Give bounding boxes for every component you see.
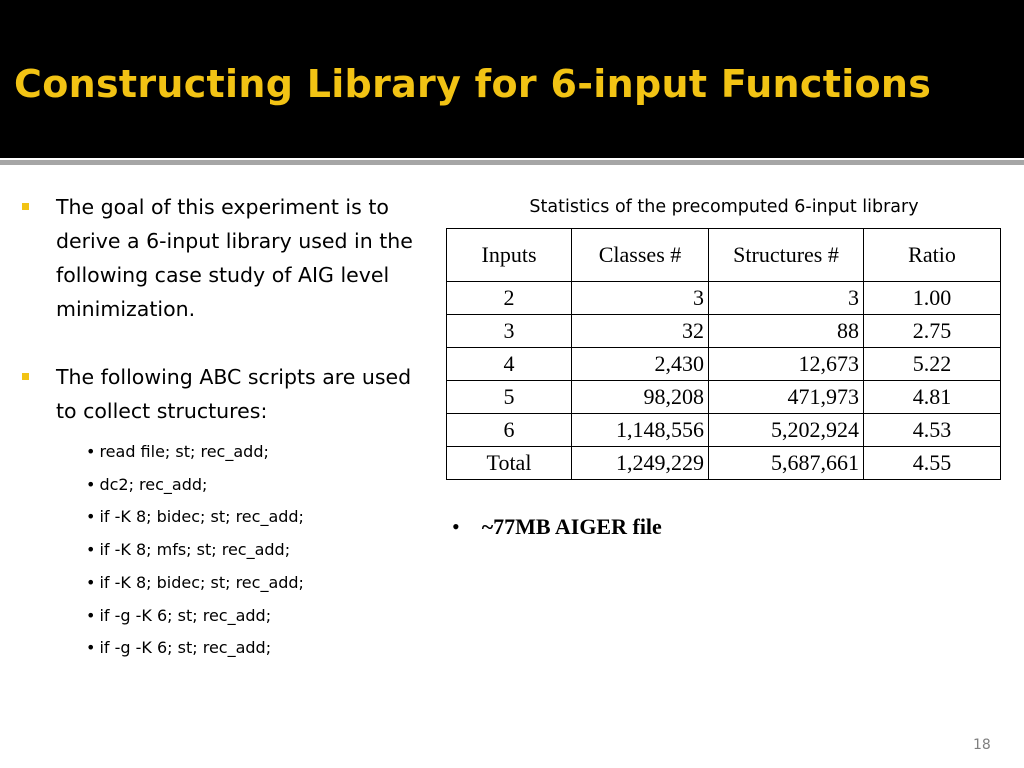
script-text: read file; st; rec_add;: [99, 442, 269, 461]
script-text: if -K 8; bidec; st; rec_add;: [99, 507, 304, 527]
cell-structures: 5,202,924: [709, 414, 864, 447]
script-item: [86, 534, 418, 567]
header-classes: Classes #: [572, 229, 709, 282]
cell-structures: 5,687,661: [709, 447, 864, 480]
cell-classes: 2,430: [572, 348, 709, 381]
dot-bullet-icon: •: [86, 442, 96, 461]
cell-ratio: 4.55: [864, 447, 1001, 480]
script-text: if -g -K 6; st; rec_add;: [99, 605, 272, 625]
script-item: [86, 567, 418, 600]
dot-bullet-icon: •: [86, 540, 96, 560]
dot-bullet-icon: •: [452, 514, 460, 539]
cell-ratio: 2.75: [864, 315, 1001, 348]
title-divider: [0, 160, 1024, 165]
cell-structures: 12,673: [709, 348, 864, 381]
bullet-scripts: [18, 360, 418, 428]
bullet-scripts-text: The following ABC scripts are used to collect structures:: [56, 365, 412, 423]
cell-classes: 1,249,229: [572, 447, 709, 480]
dot-bullet-icon: •: [86, 605, 96, 625]
dot-bullet-icon: •: [86, 572, 96, 592]
table-row: [447, 282, 1001, 315]
slide-title: Constructing Library for 6-input Functions: [14, 62, 932, 106]
cell-inputs: 5: [447, 381, 572, 414]
script-text: if -g -K 6; st; rec_add;: [99, 638, 272, 658]
script-text: dc2; rec_add;: [99, 474, 208, 494]
cell-structures: 88: [709, 315, 864, 348]
bullet-list: [18, 190, 418, 665]
table-row: [447, 348, 1001, 381]
cell-classes: 1,148,556: [572, 414, 709, 447]
header-ratio: Ratio: [864, 229, 1001, 282]
header-inputs: Inputs: [447, 229, 572, 282]
cell-classes: 98,208: [572, 381, 709, 414]
cell-structures: 3: [709, 282, 864, 315]
dot-bullet-icon: •: [86, 474, 96, 494]
statistics-table: [446, 228, 1001, 480]
dot-bullet-icon: •: [86, 638, 96, 658]
script-item: [86, 436, 418, 469]
cell-classes: 32: [572, 315, 709, 348]
table-row: [447, 315, 1001, 348]
cell-ratio: 5.22: [864, 348, 1001, 381]
script-item: [86, 469, 418, 502]
cell-structures: 471,973: [709, 381, 864, 414]
dot-bullet-icon: •: [86, 507, 96, 527]
cell-inputs: 4: [447, 348, 572, 381]
script-item: [86, 632, 418, 665]
script-item: [86, 600, 418, 633]
cell-inputs: 6: [447, 414, 572, 447]
file-size-note: [452, 514, 662, 540]
script-item: [86, 501, 418, 534]
table-caption: Statistics of the precomputed 6-input library: [529, 197, 919, 217]
cell-ratio: 4.81: [864, 381, 1001, 414]
cell-inputs: 2: [447, 282, 572, 315]
square-bullet-icon: [22, 373, 29, 380]
cell-classes: 3: [572, 282, 709, 315]
table-row: [447, 381, 1001, 414]
cell-ratio: 1.00: [864, 282, 1001, 315]
table-row-total: [447, 447, 1001, 480]
script-list: [18, 436, 418, 665]
header-structures: Structures #: [709, 229, 864, 282]
page-number: 18: [973, 737, 991, 753]
square-bullet-icon: [22, 203, 29, 210]
cell-ratio: 4.53: [864, 414, 1001, 447]
script-text: if -K 8; bidec; st; rec_add;: [99, 572, 304, 592]
cell-inputs: 3: [447, 315, 572, 348]
bullet-goal: [18, 190, 418, 326]
table-row: [447, 414, 1001, 447]
script-text: if -K 8; mfs; st; rec_add;: [99, 540, 291, 560]
file-size-note-text: ~77MB AIGER file: [481, 514, 662, 539]
bullet-goal-text: The goal of this experiment is to derive a 6-input library used in the following case study of AIG level minimization.: [56, 195, 413, 321]
table-header-row: [447, 229, 1001, 282]
cell-inputs: Total: [447, 447, 572, 480]
